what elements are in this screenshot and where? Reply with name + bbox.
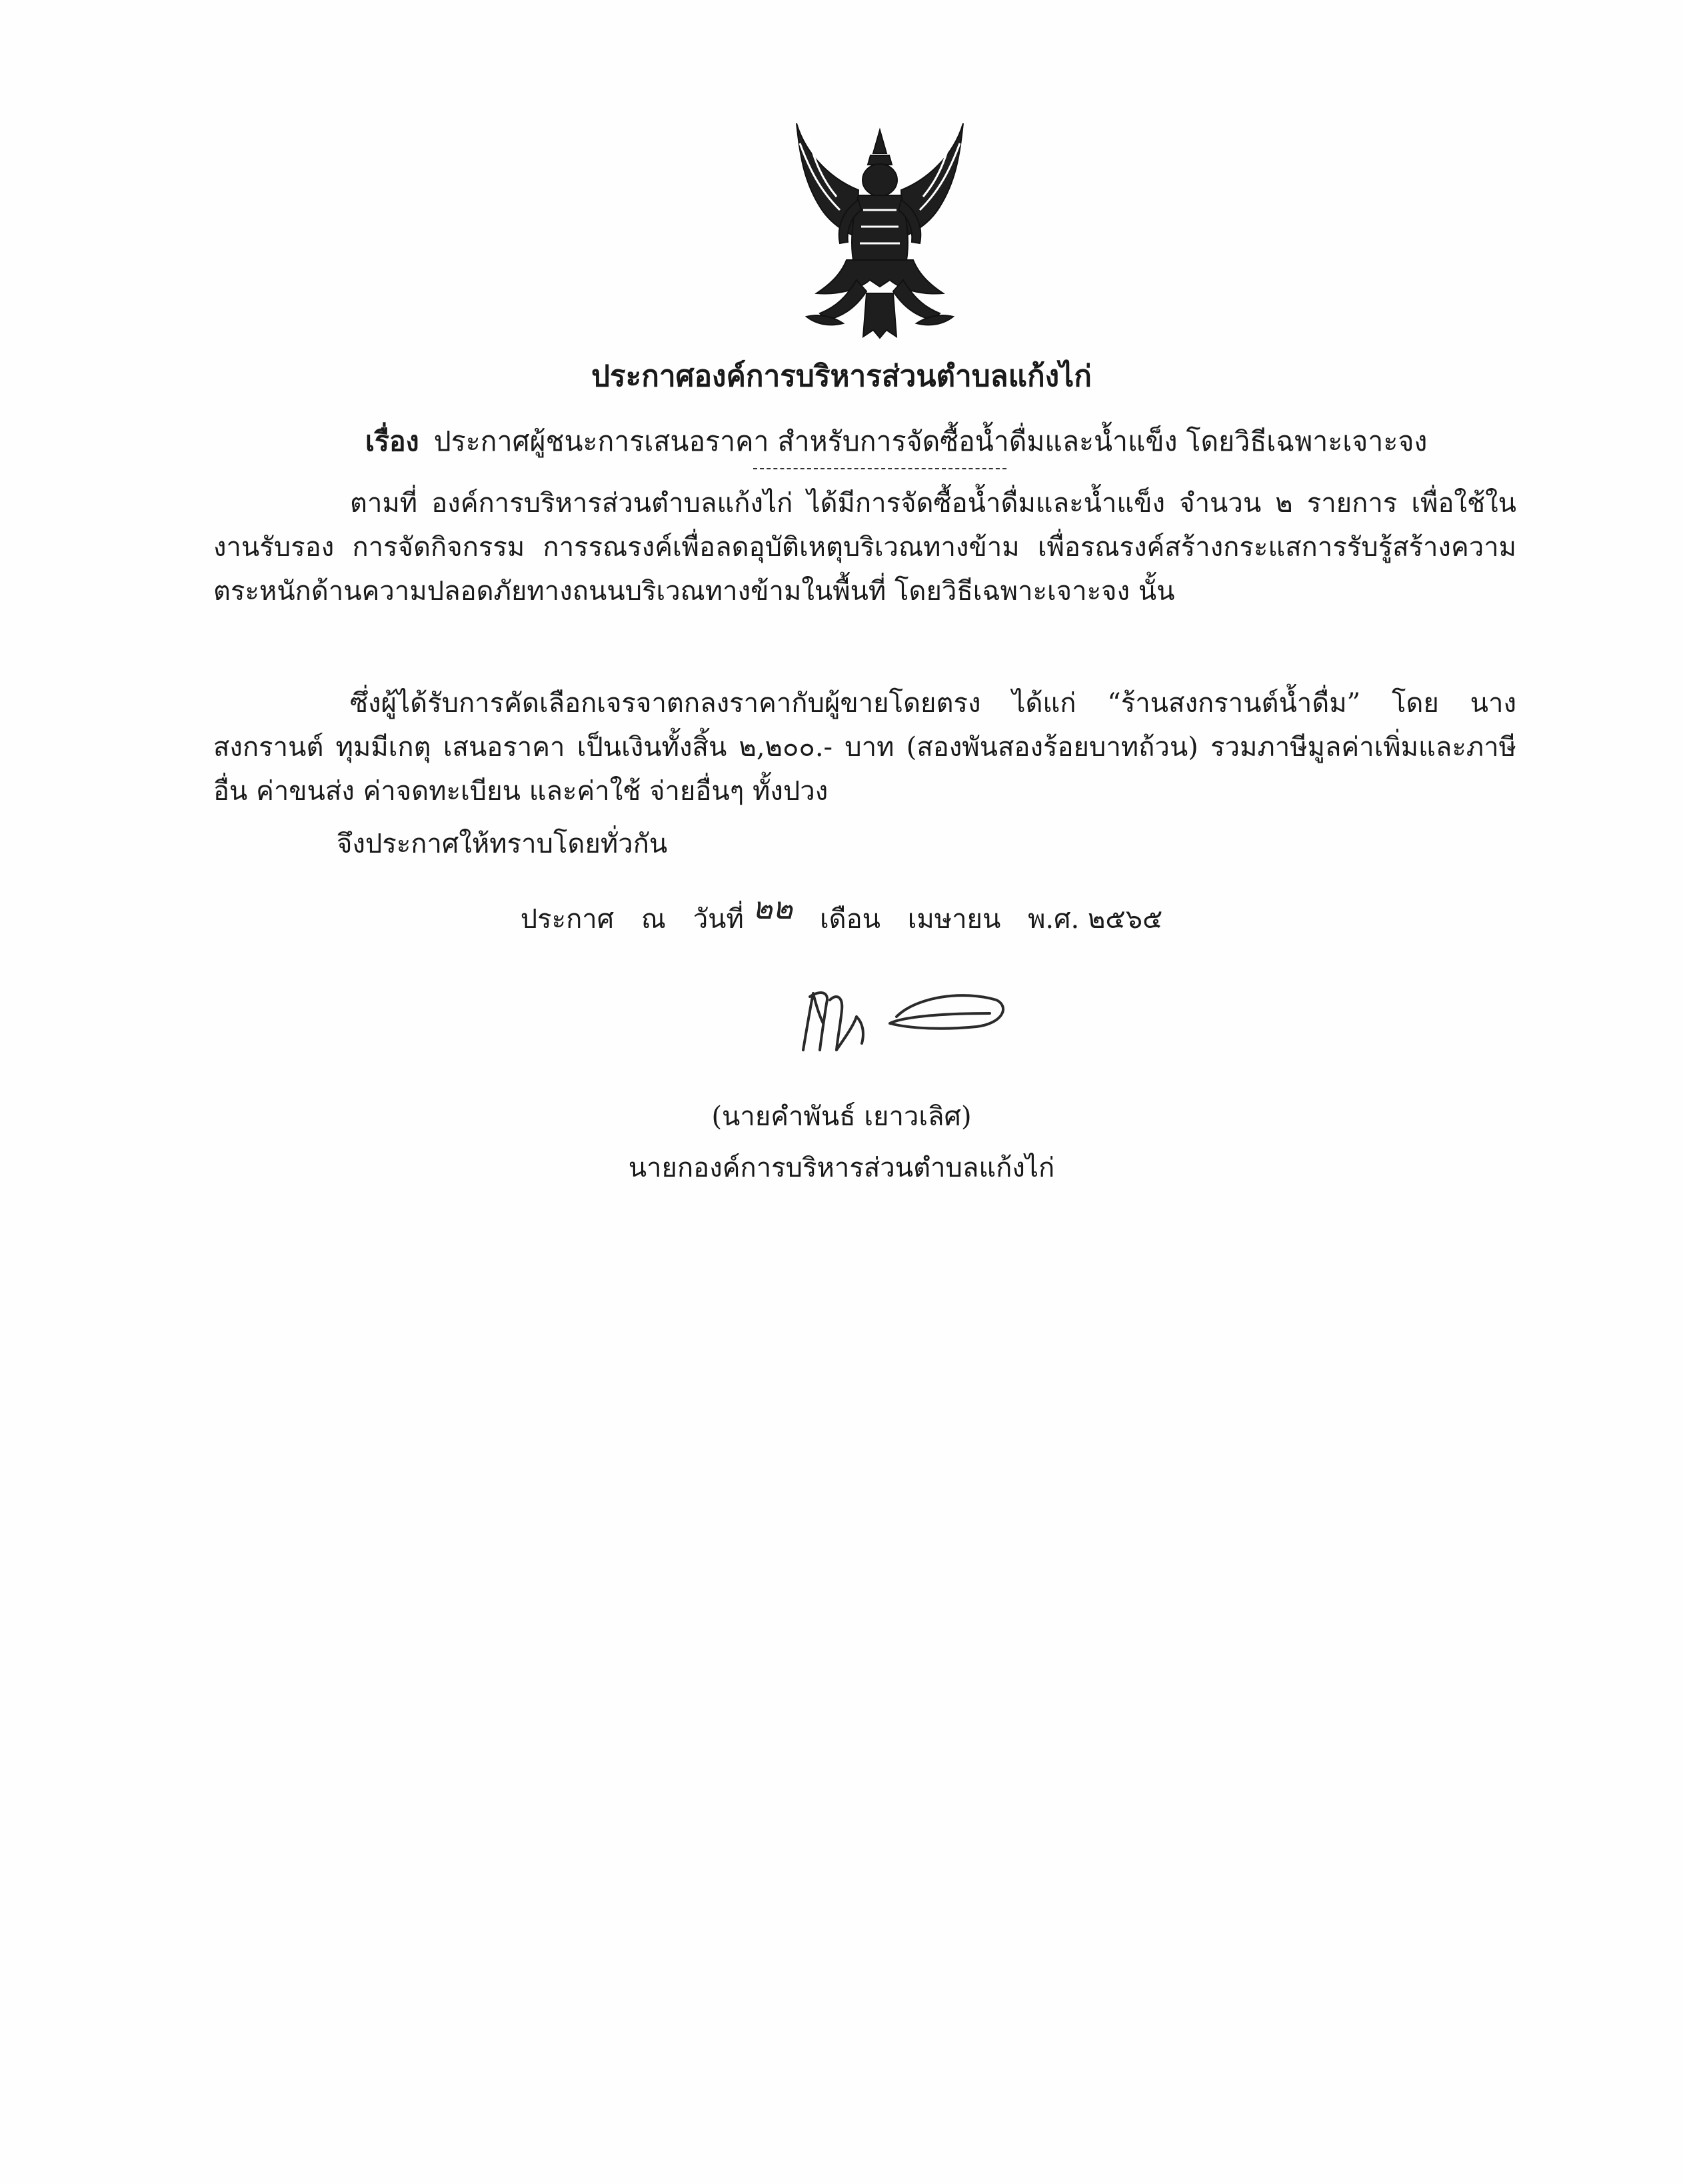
month-label: เดือน (819, 904, 880, 935)
announcement-title: ประกาศองค์การบริหารส่วนตำบลแก้งไก่ (591, 359, 1092, 393)
title-divider (753, 468, 1006, 469)
subject-line (365, 421, 1427, 461)
signer-position: นายกองค์การบริหารส่วนตำบลแก้งไก่ (628, 1153, 1055, 1183)
year-label: พ.ศ. (1028, 904, 1080, 935)
date-line (0, 890, 1683, 939)
subject-label: เรื่อง (365, 425, 419, 457)
announce-label: ประกาศ (520, 904, 615, 935)
closing-statement: จึงประกาศให้ทราบโดยทั่วกัน (337, 829, 668, 859)
signer-name: (นายคำพันธ์ เยาวเลิศ) (711, 1101, 972, 1132)
at-label: ณ (641, 904, 666, 935)
subject-text: ประกาศผู้ชนะการเสนอราคา สำหรับการจัดซื้อน้ำดื่มและน้ำแข็ง โดยวิธีเฉพาะเจาะจง (433, 425, 1428, 457)
year-value: ๒๕๖๕ (1087, 904, 1163, 935)
garuda-emblem-icon (780, 117, 980, 340)
body-paragraph-2: ซึ่งผู้ได้รับการคัดเลือกเจรจาตกลงราคากับผู้ขายโดยตรง ได้แก่ “ร้านสงกรานต์น้ำดื่ม” โดย นางสงกรานต์ ทุมมีเกตุ เสนอราคา เป็นเงินทั้งสิ้น ๒,๒๐๐.- บาท (สองพันสองร้อยบาทถ้วน) รวมภาษีมูลค่าเพิ่มและภาษีอื่น ค่าขนส่ง ค่าจดทะเบียน และค่าใช้ จ่ายอื่นๆ ทั้งปวง (213, 688, 1516, 807)
day-label: วันที่ (693, 904, 744, 935)
body-paragraph-1: ตามที่ องค์การบริหารส่วนตำบลแก้งไก่ ได้มีการจัดซื้อน้ำดื่มและน้ำแข็ง จำนวน ๒ รายการ เพื่อใช้ในงานรับรอง การจัดกิจกรรม การรณรงค์เพื่อลดอุบัติเหตุบริเวณทางข้าม เพื่อรณรงค์สร้างกระแสการรับรู้สร้างความตระหนักด้านความปลอดภัยทางถนนบริเวณทางข้ามในพื้นที่ โดยวิธีเฉพาะเจาะจง นั้น (213, 488, 1516, 607)
day-value: ๒๒ (752, 890, 793, 926)
handwritten-signature-icon (790, 977, 1016, 1063)
month-value: เมษายน (907, 904, 1001, 935)
